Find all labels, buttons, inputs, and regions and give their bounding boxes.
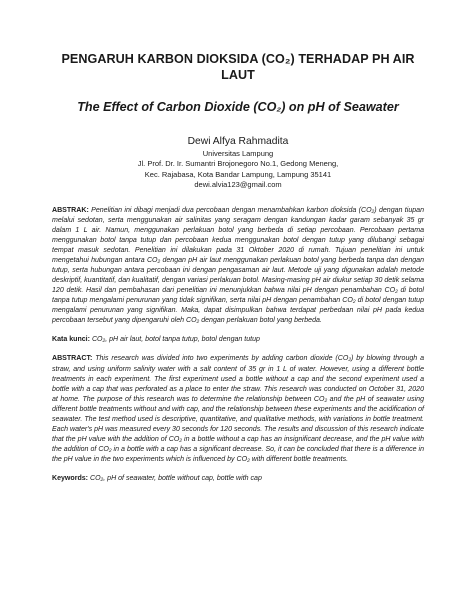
author-email: dewi.alvia123@gmail.com <box>194 180 282 190</box>
abstract-label: ABSTRACT: <box>52 355 93 363</box>
kata-kunci-label: Kata kunci: <box>52 336 90 344</box>
abstrak-paragraph <box>52 206 424 327</box>
keywords-paragraph <box>52 474 424 484</box>
keywords-text: CO₂, pH of seawater, bottle without cap, bottle with cap <box>88 475 262 482</box>
abstrak-label: ABSTRAK: <box>52 206 89 214</box>
author-affiliation <box>52 149 424 191</box>
author-name: Dewi Alfya Rahmadita <box>187 135 289 147</box>
abstract-text: This research was divided into two experiments by adding carbon dioxide (CO₂) by blowing through a straw, and using uniform salinity water with a salt content of 35 gr in 1 L of water. However, using a different bottle treatments in each experiment. The first experiment used a bottle without a cap and the second experiment used a bottle with a cap that was perforated as a place to enter the straw. This research was conducted on October 31, 2020 at home. The purpose of this research was to determine the relationship between CO₂ and the pH of seawater using different bottle treatments without and with cap, and the relationship between these experiments and the acidification of seawater. The test method used is descriptive, quantitative, and qualitative methods, with variations in bottle treatment. Each water's pH was measured every 30 seconds for 120 seconds. The results and discussion of this research indicate that the pH value with the addition of CO₂ in a bottle without a cap has an insignificant decrease, and the pH value with the addition of CO₂ in a bottle with a cap has a significant decrease. So, it can be concluded that there is a difference in the pH value in the two experiments which is influenced by CO₂ with different bottle treatments. <box>52 355 424 463</box>
paper-title-english: The Effect of Carbon Dioxide (CO₂) on pH of Seawater <box>77 100 399 114</box>
keywords-label: Keywords: <box>52 475 89 482</box>
affiliation-university: Universitas Lampung <box>202 148 274 158</box>
abstract-paragraph <box>52 354 424 465</box>
kata-kunci-paragraph <box>52 335 424 345</box>
affiliation-city: Kec. Rajabasa, Kota Bandar Lampung, Lampung 35141 <box>144 169 332 179</box>
abstrak-text: Penelitian ini dibagi menjadi dua percobaan dengan menambahkan karbon dioksida (CO₂) dengan tiupan melalui sedotan, serta menggunakan air salinitas yang seragam dengan kandungan kadar garam sebanyak 35 gr dalam 1 L air. Namun, menggunakan perlakuan botol yang berbeda di setiap percobaan. Percobaan pertama menggunakan botol tanpa tutup dan percobaan kedua menggunakan botol dengan tutup yang dilubangi sebagai tempat masuk sedotan. Penelitian ini dilakukan pada 31 Oktober 2020 di rumah. Tujuan penelitian ini untuk mengetahui hubungan antara CO₂ dengan pH air laut menggunakan perlakuan botol yang berbeda tanpa dan dengan tutup, serta hubungan antara percobaan ini dengan pengasaman air laut. Metode uji yang digunakan adalah metode deskriptif, kuantitatif, dan kualitatif, dengan variasi perlakuan botol. Masing-masing pH air diukur setiap 30 detik selama 120 detik. Hasil dan pembahasan dari penelitian ini menunjukkan bahwa nilai pH dengan penambahan CO₂ di botol tanpa tutup mengalami penurunan yang tidak signifikan, serta nilai pH dengan penambahan CO₂ di botol dengan tutup mengalami penurunan yang signifikan. Maka, dapat disimpulkan bahwa terdapat perbedaan nilai pH pada kedua percobaan tersebut yang dipengaruhi oleh CO₂ dengan perlakuan botol yang berbeda. <box>52 206 424 325</box>
kata-kunci-text: CO₂, pH air laut, botol tanpa tutup, botol dengan tutup <box>89 336 260 344</box>
affiliation-street: Jl. Prof. Dr. Ir. Sumantri Brojonegoro No.1, Gedong Meneng, <box>137 159 339 169</box>
paper-title-indonesian: PENGARUH KARBON DIOKSIDA (CO₂) TERHADAP PH AIR LAUT <box>61 52 415 82</box>
